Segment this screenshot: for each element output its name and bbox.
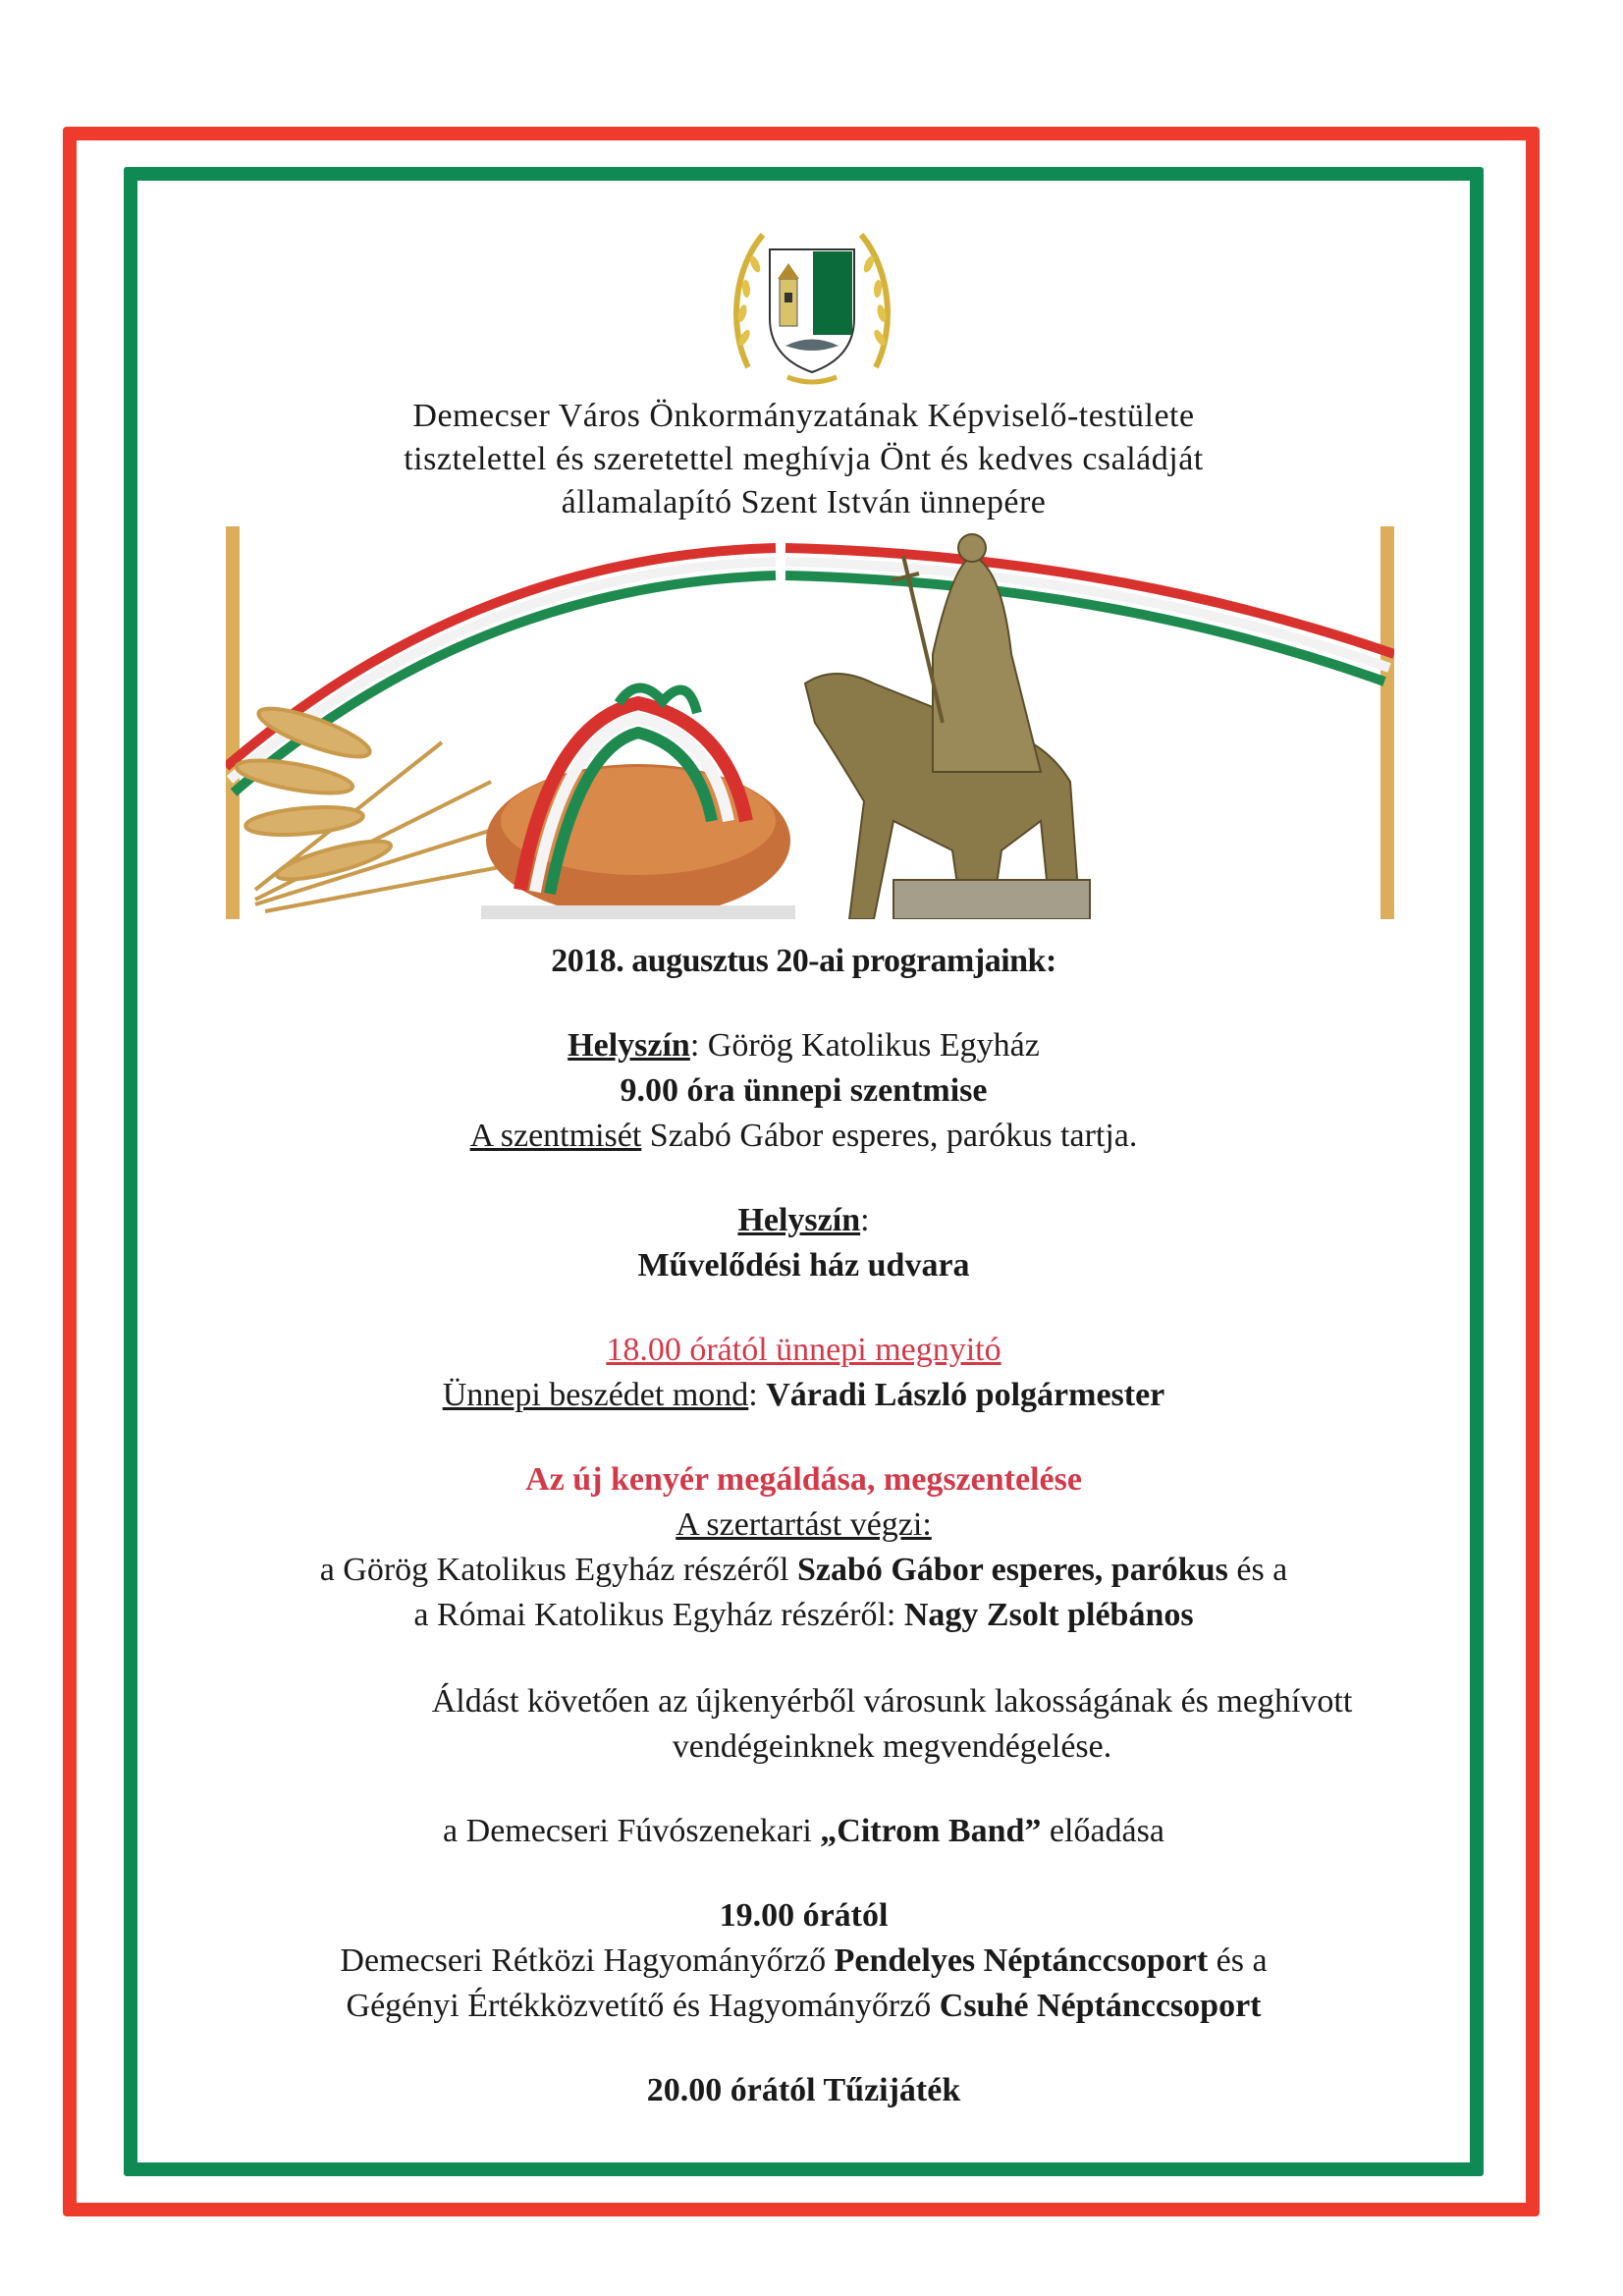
dance1-post: és a xyxy=(1208,1942,1268,1979)
band-name: „Citrom Band” xyxy=(820,1813,1042,1849)
venue-2-label-line xyxy=(137,1198,1470,1243)
celebration-banner xyxy=(226,526,1394,919)
invitation-line-1: Demecser Város Önkormányzatának Képviselő-testülete xyxy=(412,398,1195,434)
greek-pre: a Görög Katolikus Egyház részéről xyxy=(319,1552,797,1588)
speech-name: Váradi László polgármester xyxy=(766,1377,1165,1413)
greek-post: és a xyxy=(1227,1552,1288,1588)
venue-1 xyxy=(137,1023,1470,1068)
speech-sep: : xyxy=(748,1377,767,1413)
ceremony-label: A szertartást végzi: xyxy=(676,1506,932,1543)
speech-line xyxy=(137,1373,1470,1418)
venue-2-value: Művelődési ház udvara xyxy=(637,1247,970,1284)
venue-2-label: Helyszín xyxy=(737,1202,861,1238)
bread-icon xyxy=(481,687,795,919)
dance-group-1 xyxy=(137,1939,1470,1984)
program-heading: 2018. augusztus 20-ai programjaink: xyxy=(551,943,1056,979)
left-post-icon xyxy=(226,526,240,919)
invitation-line-3: államalapító Szent István ünnepére xyxy=(561,484,1047,520)
greek-catholic-line xyxy=(137,1548,1470,1593)
band-line xyxy=(137,1809,1470,1854)
mass-time: 9.00 óra ünnepi szentmise xyxy=(620,1072,988,1109)
dance-group-2 xyxy=(137,1984,1470,2029)
fireworks: 20.00 órától Tűzijáték xyxy=(646,2072,961,2108)
mass-officiant xyxy=(137,1114,1470,1159)
invitation-text xyxy=(137,395,1470,524)
saint-stephen-statue-icon xyxy=(805,534,1090,919)
roman-name: Nagy Zsolt plébános xyxy=(903,1597,1194,1633)
dance1-name: Pendelyes Néptánccsoport xyxy=(834,1942,1209,1979)
right-post-icon xyxy=(1380,526,1394,919)
speech-label: Ünnepi beszédet mond xyxy=(442,1377,749,1413)
opening-time: 18.00 órától ünnepi megnyitó xyxy=(606,1332,1001,1368)
venue-2-sep: : xyxy=(860,1202,870,1238)
after-blessing-line-2: vendégeinknek megvendégelése. xyxy=(672,1728,1112,1765)
tricolor-ribbon-icon xyxy=(226,548,1394,793)
dance2-pre: Gégényi Értékközvetítő és Hagyományőrző xyxy=(346,1988,940,2024)
venue-1-value: Görög Katolikus Egyház xyxy=(699,1027,1040,1064)
roman-pre: a Római Katolikus Egyház részéről: xyxy=(413,1597,904,1633)
venue-1-sep: : xyxy=(689,1027,700,1064)
venue-1-label: Helyszín xyxy=(568,1027,690,1064)
time-19: 19.00 órától xyxy=(719,1897,889,1934)
after-blessing-line-1: Áldást követően az újkenyérből városunk lakosságának és meghívott xyxy=(431,1683,1353,1720)
invitation-line-2: tisztelettel és szeretettel meghívja Önt és kedves családját xyxy=(404,441,1204,477)
bread-blessing: Az új kenyér megáldása, megszentelése xyxy=(525,1461,1082,1498)
demecser-coat-of-arms-icon xyxy=(729,220,895,387)
mass-officiant-text: Szabó Gábor esperes, parókus tartja. xyxy=(641,1118,1138,1154)
roman-catholic-line xyxy=(137,1593,1470,1638)
band-pre: a Demecseri Fúvószenekari xyxy=(443,1813,821,1849)
greek-name: Szabó Gábor esperes, parókus xyxy=(796,1552,1228,1588)
dance2-name: Csuhé Néptánccsoport xyxy=(939,1988,1262,2024)
mass-officiant-label: A szentmisét xyxy=(469,1118,642,1154)
band-post: előadása xyxy=(1041,1813,1164,1849)
dance1-pre: Demecseri Rétközi Hagyományőrző xyxy=(340,1942,835,1979)
wheat-icon xyxy=(235,699,520,911)
